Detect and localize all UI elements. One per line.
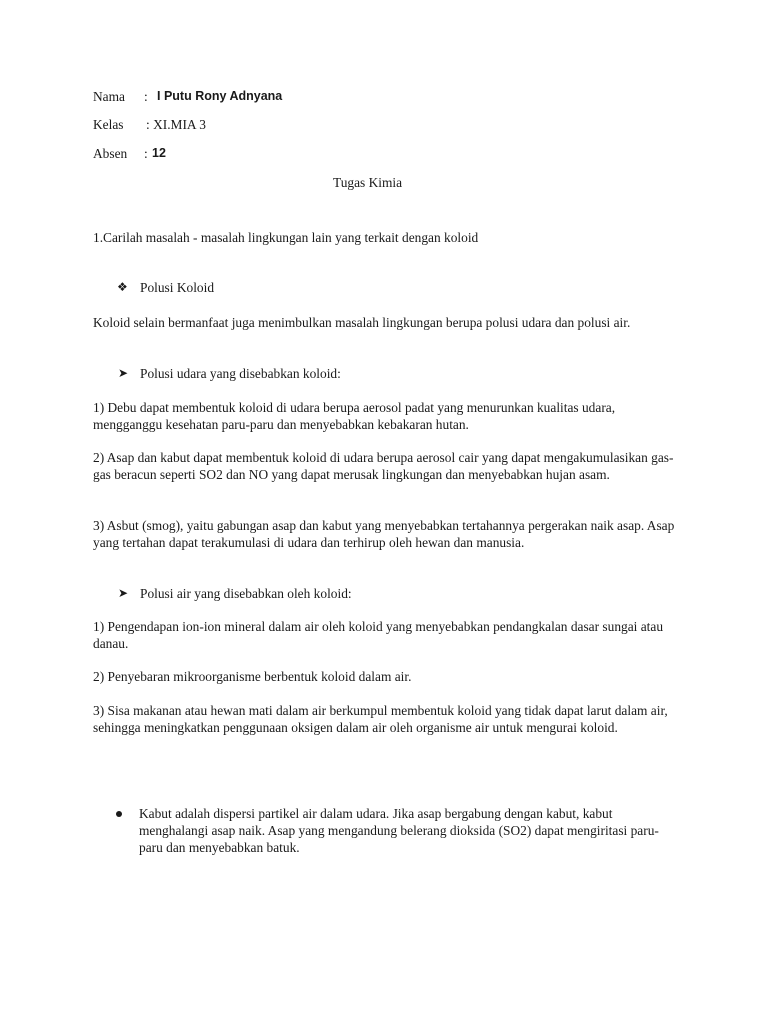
udara-item-2: 2) Asap dan kabut dapat membentuk koloid di udara berupa aerosol cair yang dapat mengakumulasikan gas-gas beracun seperti SO2 dan NO yang dapat merusak lingkungan dan menyebabkan hujan asam. xyxy=(93,450,674,482)
udara-heading: Polusi udara yang disebabkan koloid: xyxy=(140,366,341,381)
nama-value: I Putu Rony Adnyana xyxy=(157,89,283,103)
absen-separator: : xyxy=(144,146,148,161)
kelas-label: Kelas xyxy=(93,117,124,132)
nama-label: Nama xyxy=(93,89,125,104)
udara-item-1: 1) Debu dapat membentuk koloid di udara berupa aerosol padat yang menurunkan kualitas udara, mengganggu kesehatan paru-paru dan menyebabkan kebakaran hutan. xyxy=(93,400,616,432)
section-heading: Polusi Koloid xyxy=(140,280,215,295)
absen-value: 12 xyxy=(152,146,166,160)
diamond-bullet-icon: ❖ xyxy=(117,280,128,294)
arrow-bullet-icon: ➤ xyxy=(118,586,129,600)
air-item-2: 2) Penyebaran mikroorganisme berbentuk koloid dalam air. xyxy=(93,669,412,684)
question-text: 1.Carilah masalah - masalah lingkungan lain yang terkait dengan koloid xyxy=(93,230,479,245)
round-bullet-icon xyxy=(116,811,122,817)
kabut-bullet-text: Kabut adalah dispersi partikel air dalam udara. Jika asap bergabung dengan kabut, kabut menghalangi asap naik. Asap yang mengandung belerang dioksida (SO2) dapat mengiritasi paru-paru dan menyebabkan batuk. xyxy=(139,806,659,855)
air-item-1: 1) Pengendapan ion-ion mineral dalam air oleh koloid yang menyebabkan pendangkalan dasar sungai atau danau. xyxy=(93,619,664,651)
air-item-3: 3) Sisa makanan atau hewan mati dalam air berkumpul membentuk koloid yang tidak dapat larut dalam air, sehingga meningkatkan penggunaan oksigen dalam air oleh organisme air untuk mengurai koloid. xyxy=(93,703,668,735)
arrow-bullet-icon: ➤ xyxy=(118,366,129,380)
air-heading: Polusi air yang disebabkan oleh koloid: xyxy=(140,586,352,601)
nama-separator: : xyxy=(144,89,148,104)
kelas-value: : XI.MIA 3 xyxy=(146,117,206,132)
absen-label: Absen xyxy=(93,146,128,161)
udara-item-3: 3) Asbut (smog), yaitu gabungan asap dan kabut yang menyebabkan tertahannya pergerakan naik asap. Asap yang tertahan dapat terakumulasi di udara dan terhirup oleh hewan dan manusia. xyxy=(93,518,675,550)
document-title: Tugas Kimia xyxy=(333,175,403,190)
intro-paragraph: Koloid selain bermanfaat juga menimbulkan masalah lingkungan berupa polusi udara dan polusi air. xyxy=(93,315,631,330)
